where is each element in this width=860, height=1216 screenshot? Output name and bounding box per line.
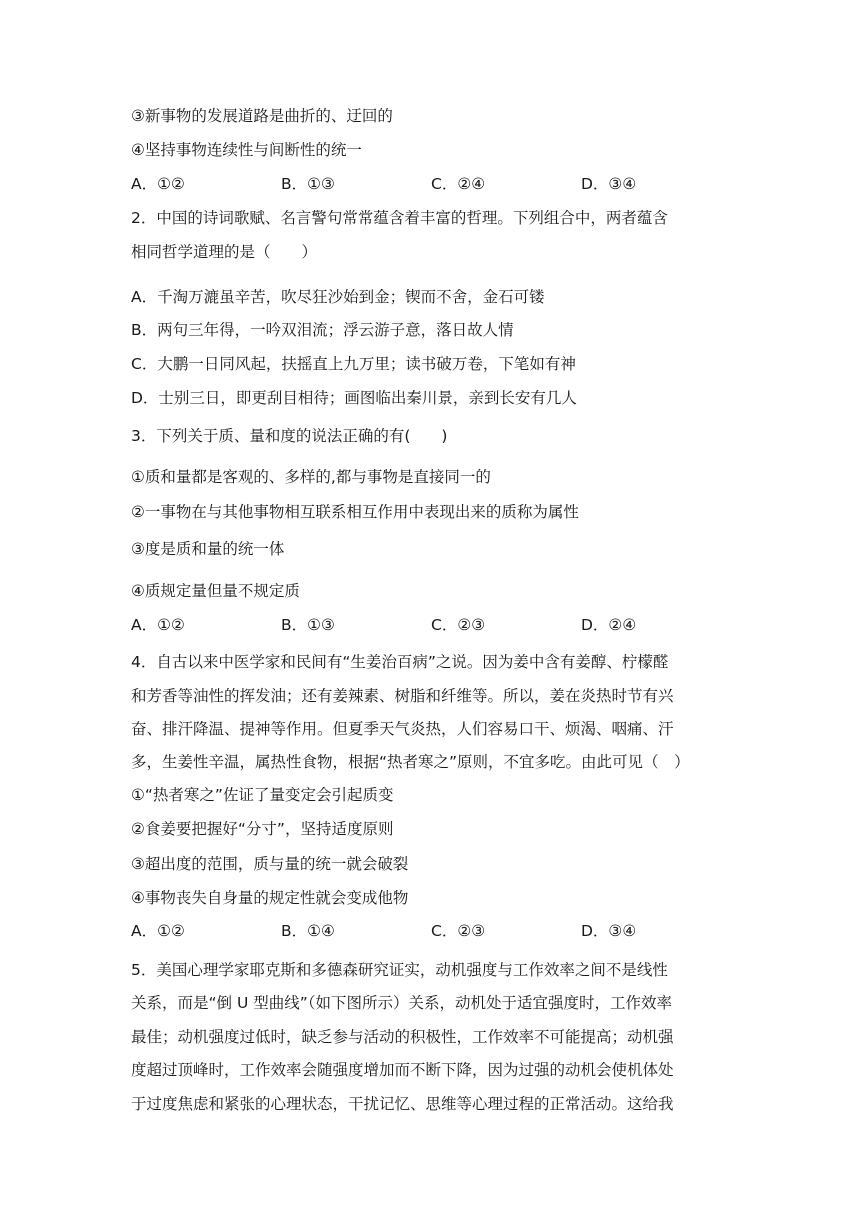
text-line: 于过度焦虑和紧张的心理状态，干扰记忆、思维等心理过程的正常活动。这给我 [131,1095,674,1113]
text-line: ①质和量都是客观的、多样的,都与事物是直接同一的 [131,468,491,486]
answer-option: A．①② [131,922,185,940]
answer-option: C．②③ [431,616,486,634]
answer-option: A．①② [131,175,185,193]
answer-option: C．②③ [431,922,486,940]
text-line: D．士别三日，即更刮目相待；画图临出秦川景，亲到长安有几人 [131,389,577,407]
text-line: ①“热者寒之”佐证了量变定会引起质变 [131,786,394,804]
text-line: 多，生姜性辛温，属热性食物，根据“热者寒之”原则，不宜多吃。由此可见（ ） [131,753,690,771]
answer-option: A．①② [131,616,185,634]
text-line: ③超出度的范围，质与量的统一就会破裂 [131,855,409,873]
text-line: 3．下列关于质、量和度的说法正确的有( ) [131,427,448,445]
text-line: ④事物丧失自身量的规定性就会变成他物 [131,889,409,907]
text-line: ④坚持事物连续性与间断性的统一 [131,141,362,159]
answer-option: B．①④ [281,922,335,940]
text-line: 和芳香等油性的挥发油；还有姜辣素、树脂和纤维等。所以，姜在炎热时节有兴 [131,687,674,705]
answer-option: D．③④ [581,922,637,940]
answer-option: B．①③ [281,616,335,634]
text-line: 相同哲学道理的是（ ） [131,243,318,261]
text-line: 关系，而是“倒 U 型曲线”（如下图所示）关系，动机处于适宜强度时，工作效率 [131,994,673,1012]
text-line: C．大鹏一日同风起，扶摇直上九万里；读书破万卷，下笔如有神 [131,355,576,373]
text-line: 4．自古以来中医学家和民间有“生姜治百病”之说。因为姜中含有姜醇、柠檬醛 [131,653,669,671]
text-line: 最佳；动机强度过低时，缺乏参与活动的积极性，工作效率不可能提高；动机强 [131,1028,674,1046]
text-line: ②一事物在与其他事物相互联系相互作用中表现出来的质称为属性 [131,503,579,521]
answer-option: B．①③ [281,175,335,193]
answer-option: D．②④ [581,616,637,634]
text-line: 5．美国心理学家耶克斯和多德森研究证实，动机强度与工作效率之间不是线性 [131,961,668,979]
text-line: ③度是质和量的统一体 [131,540,285,558]
answer-option: C．②④ [431,175,486,193]
text-line: 奋、排汗降温、提神等作用。但夏季天气炎热，人们容易口干、烦渴、咽痛、汗 [131,720,674,738]
text-line: ④质规定量但量不规定质 [131,582,300,600]
answer-option: D．③④ [581,175,637,193]
text-line: B．两句三年得，一吟双泪流；浮云游子意，落日故人情 [131,321,514,339]
text-line: A．千淘万漉虽辛苦，吹尽狂沙始到金；锲而不舍，金石可镂 [131,288,545,306]
text-line: ③新事物的发展道路是曲折的、迂回的 [131,107,393,125]
text-line: ②食姜要把握好“分寸”，坚持适度原则 [131,820,394,838]
text-line: 2．中国的诗词歌赋、名言警句常常蕴含着丰富的哲理。下列组合中，两者蕴含 [131,209,668,227]
text-line: 度超过顶峰时，工作效率会随强度增加而不断下降，因为过强的动机会使机体处 [131,1061,674,1079]
